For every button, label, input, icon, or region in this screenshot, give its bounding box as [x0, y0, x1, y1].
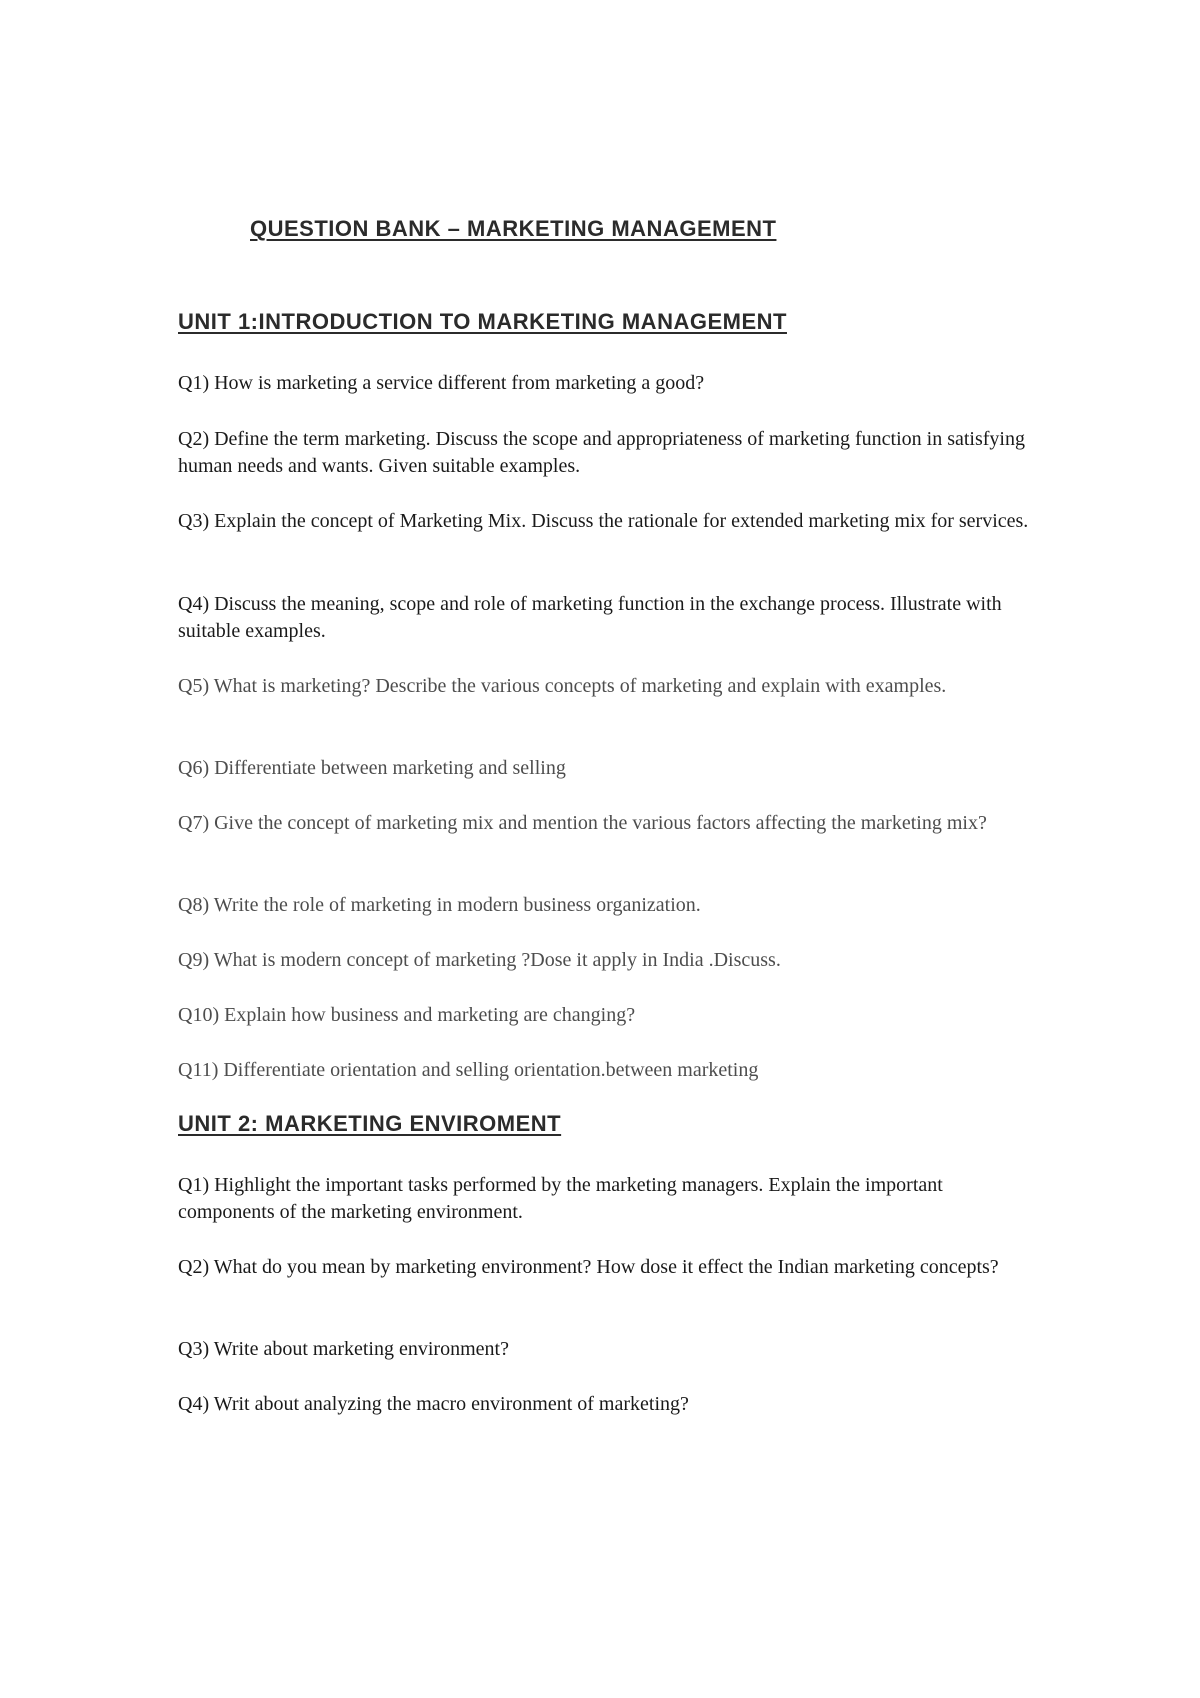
page-title: QUESTION BANK – MARKETING MANAGEMENT [250, 216, 777, 241]
unit2-question-2: Q2) What do you mean by marketing environment? How dose it effect the Indian marketing concepts? [178, 1256, 999, 1278]
unit2-question-1: Q1) Highlight the important tasks performed by the marketing managers. Explain the important components of the marketing environment. [178, 1174, 943, 1223]
unit1-question-8: Q8) Write the role of marketing in modern business organization. [178, 894, 701, 916]
unit1-question-3: Q3) Explain the concept of Marketing Mix. Discuss the rationale for extended marketing mix for services. [178, 510, 1029, 532]
unit1-question-2: Q2) Define the term marketing. Discuss the scope and appropriateness of marketing function in satisfying human needs and wants. Given suitable examples. [178, 428, 1025, 477]
unit1-question-10: Q10) Explain how business and marketing are changing? [178, 1004, 636, 1026]
unit1-question-7: Q7) Give the concept of marketing mix and mention the various factors affecting the marketing mix? [178, 812, 987, 834]
unit1-question-1: Q1) How is marketing a service different from marketing a good? [178, 372, 705, 394]
unit1-question-9: Q9) What is modern concept of marketing ?Dose it apply in India .Discuss. [178, 949, 781, 971]
unit2-question-3: Q3) Write about marketing environment? [178, 1338, 509, 1360]
unit2-question-4: Q4) Writ about analyzing the macro environment of marketing? [178, 1393, 689, 1415]
unit1-question-5: Q5) What is marketing? Describe the various concepts of marketing and explain with examples. [178, 675, 947, 697]
unit1-question-4: Q4) Discuss the meaning, scope and role of marketing function in the exchange process. Illustrate with suitable examples. [178, 593, 1002, 642]
unit1-question-11: Q11) Differentiate orientation and selling orientation.between marketing [178, 1059, 759, 1081]
unit1-question-6: Q6) Differentiate between marketing and selling [178, 757, 566, 779]
unit1-heading: UNIT 1:INTRODUCTION TO MARKETING MANAGEMENT [178, 309, 787, 334]
unit2-heading: UNIT 2: MARKETING ENVIROMENT [178, 1111, 562, 1136]
